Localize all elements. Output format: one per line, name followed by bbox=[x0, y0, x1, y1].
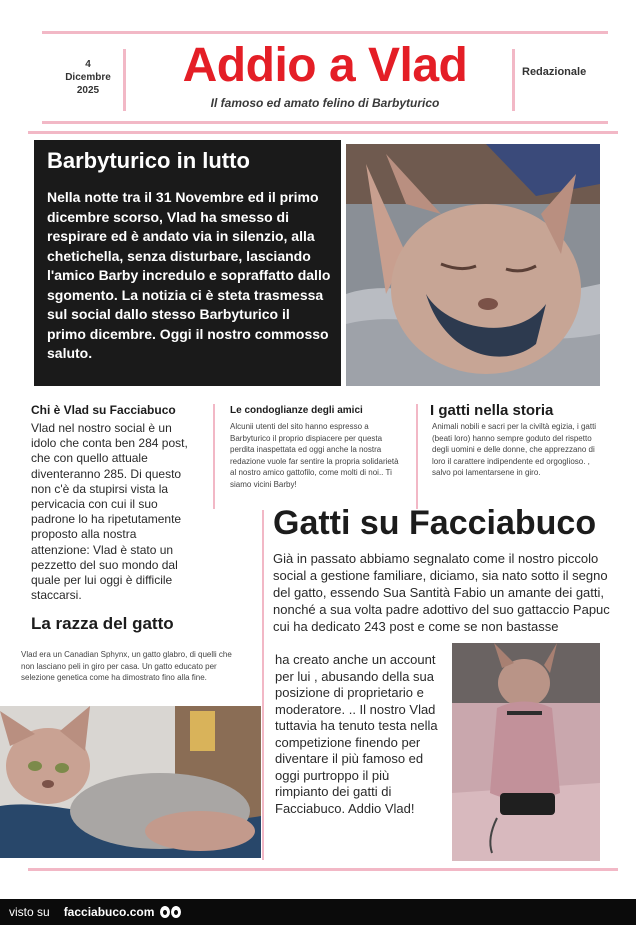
masthead-tagline: Il famoso ed amato felino di Barbyturico bbox=[210, 96, 440, 110]
bottom-rule bbox=[28, 868, 618, 871]
footer-visto-label: visto su bbox=[9, 905, 50, 919]
column-divider-1 bbox=[213, 404, 215, 509]
breed-title: La razza del gatto bbox=[31, 614, 174, 633]
eye-right-icon bbox=[171, 906, 181, 918]
photo-cat-pink-sweater bbox=[452, 643, 600, 861]
date-year: 2025 bbox=[76, 85, 100, 96]
col-mid-text: Alcunii utenti del sito hanno espresso a Barbyturico il proprio dispiacere per questa perdita inaspettata ed oggi anche la nostra redazione vuole far sentire la propria solidarietà al nostro amico gattofilo, come molti di noi.. Ti siamo vicini Barby! bbox=[230, 422, 399, 489]
col-left-text: Vlad nel nostro social è un idolo che conta ben 284 post, che con quello attuale diventeranno 285. Di questo non c'è da stupirsi vista la pervicacia con cui il suo padrone lo ha ripetutamente proposto alla nostra attenzione: Vlad è stato un pezzetto del suo mondo dal quale per lui oggi è difficile staccarsi. bbox=[31, 421, 188, 603]
feature-text-top: Già in passato abbiamo segnalato come il nostro piccolo social a gestione familiare, diciamo, sia nato sotto il segno del gatto, essendo Sua Santità Fabio un amante dei gatti, nonché a sua volta padre adottivo del suo gattaccio Papuc cui ha dedicato 243 post e come se non bastasse bbox=[273, 551, 610, 634]
lead-article bbox=[34, 140, 341, 386]
eye-left-icon bbox=[160, 906, 170, 918]
site-footer bbox=[0, 899, 636, 925]
eyes-logo-icon bbox=[160, 906, 181, 918]
feature-text-bottom: ha creato anche un account per lui , abusando della sua posizione di proprietario e moderatore. .. Il nostro Vlad tuttavia ha tenuto testa nella competizione finendo per diventare il più famoso ed oggi purtroppo il più rimpianto dei gatti di Facciabuco. Addio Vlad! bbox=[275, 652, 438, 816]
issue-date bbox=[52, 58, 124, 97]
header-divider-right bbox=[512, 49, 515, 111]
top-rule bbox=[42, 31, 608, 34]
date-month: Dicembre bbox=[65, 72, 111, 83]
col-left-title: Chi è Vlad su Facciabuco bbox=[31, 403, 176, 417]
header-bottom-rule bbox=[42, 121, 608, 124]
masthead-title: Addio a Vlad bbox=[182, 39, 468, 92]
footer-brand-link[interactable]: facciabuco.com bbox=[63, 905, 155, 919]
author-label: Redazionale bbox=[522, 66, 587, 78]
col-right-title: I gatti nella storia bbox=[430, 402, 554, 419]
col-right-text: Animali nobili e sacri per la civiltà egizia, i gatti (beati loro) hanno sempre goduto del rispetto degli uomini e delle donne, che apprezzano di loro il carattere indipendente ed orgoglioso. , salvo poi lamentarsene in giro. bbox=[432, 422, 597, 477]
feature-left-rule bbox=[262, 510, 264, 860]
photo-sleeping-cat bbox=[346, 144, 600, 386]
date-day: 4 bbox=[85, 59, 91, 70]
breed-text: Vlad era un Canadian Sphynx, un gatto glabro, di quelli che non lasciano peli in giro per casa. Un gatto educato per selezione genetica come ha dimostrato fino alla fine. bbox=[21, 650, 232, 682]
header-bottom-rule-2 bbox=[28, 131, 618, 134]
col-mid-title: Le condoglianze degli amici bbox=[230, 405, 363, 416]
feature-title: Gatti su Facciabuco bbox=[273, 504, 597, 542]
lead-title: Barbyturico in lutto bbox=[47, 148, 250, 173]
column-divider-2 bbox=[416, 404, 418, 509]
photo-cat-sweater bbox=[0, 706, 261, 858]
lead-text: Nella notte tra il 31 Novembre ed il primo dicembre scorso, Vlad ha smesso di respirare ed è andato via in silenzio, alla chetichella, senza disturbare, lasciando l'amico Barby incredulo e sopraffatto dallo sgomento. La notizia ci è steta trasmessa sul social dallo stesso Barbyturico il primo dicembre. Oggi il nostro commosso saluto. bbox=[47, 189, 331, 361]
